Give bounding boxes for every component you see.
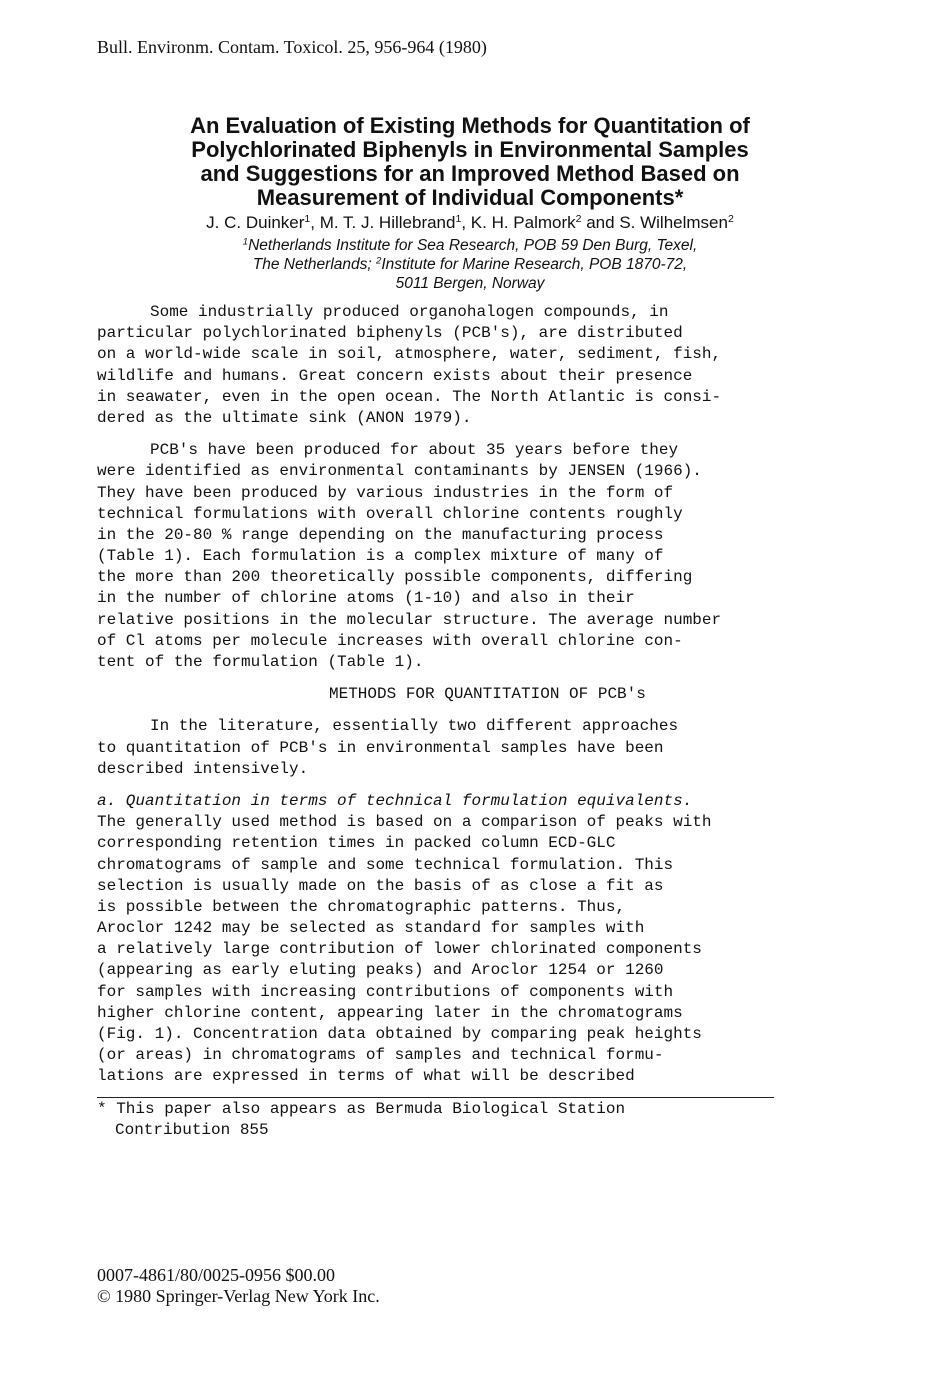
affiliation-text: Netherlands Institute for Sea Research, POB 59 Den Burg, Texel, xyxy=(248,237,698,254)
affiliation-text: The Netherlands; xyxy=(252,256,376,273)
text-line: (or areas) in chromatograms of samples and technical formu- xyxy=(97,1046,664,1065)
text-line: (Table 1). Each formulation is a complex mixture of many of xyxy=(97,547,664,566)
text-line: In the literature, essentially two different approaches xyxy=(150,717,679,736)
footnote xyxy=(97,1099,625,1141)
author-separator: , xyxy=(461,213,471,232)
author-name: K. H. Palmork xyxy=(470,213,576,232)
text-line: in the number of chlorine atoms (1-10) and also in their xyxy=(97,589,635,608)
copyright-notice: © 1980 Springer-Verlag New York Inc. xyxy=(97,1286,380,1306)
text-line: (Fig. 1). Concentration data obtained by comparing peak heights xyxy=(97,1025,702,1043)
text-line: the more than 200 theoretically possible components, differing xyxy=(97,568,693,587)
affiliation-text: Institute for Marine Research, POB 1870-72, xyxy=(381,256,688,273)
text-line: for samples with increasing contributions of components with xyxy=(97,982,674,1001)
section-heading-text: METHODS FOR QUANTITATION OF PCB's xyxy=(329,685,646,704)
journal-reference: Bull. Environm. Contam. Toxicol. 25, 956-964 (1980) xyxy=(97,37,487,57)
paragraph-intro xyxy=(97,302,797,429)
author-name: J. C. Duinker xyxy=(206,213,305,232)
text-line: Aroclor 1242 may be selected as standard for samples with xyxy=(97,919,645,938)
text-line: tent of the formulation (Table 1). xyxy=(97,653,424,671)
affiliations xyxy=(80,236,860,293)
text-line: described intensively. xyxy=(97,759,309,778)
author-affiliation-marker: 2 xyxy=(727,213,734,226)
text-line: selection is usually made on the basis of as close a fit as xyxy=(97,876,664,895)
author-name: S. Wilhelmsen xyxy=(619,213,728,232)
author-separator: and xyxy=(581,213,620,232)
affiliation-line xyxy=(80,236,860,255)
title-line: An Evaluation of Existing Methods for Quantitation of xyxy=(190,113,750,138)
text-line: a relatively large contribution of lower chlorinated components xyxy=(97,940,702,959)
text-line: is possible between the chromatographic patterns. Thus, xyxy=(97,897,626,916)
article-body xyxy=(97,302,797,1099)
affiliation-line: 5011 Bergen, Norway xyxy=(395,275,545,292)
paragraph-approaches xyxy=(97,716,797,780)
title-line: Polychlorinated Biphenyls in Environmental Samples xyxy=(191,137,749,162)
text-line: The generally used method is based on a comparison of peaks with xyxy=(97,813,712,832)
text-line: were identified as environmental contaminants by JENSEN (1966). xyxy=(97,462,702,481)
author-affiliation-marker: 1 xyxy=(455,213,462,226)
footnote-divider xyxy=(97,1097,774,1098)
text-line: on a world-wide scale in soil, atmosphere, water, sediment, fish, xyxy=(97,345,722,364)
paper-title xyxy=(80,114,860,210)
section-heading xyxy=(97,684,797,705)
text-line: higher chlorine content, appearing later in the chromatograms xyxy=(97,1003,683,1022)
text-line: chromatograms of sample and some technical formulation. This xyxy=(97,855,674,874)
author-list xyxy=(80,213,860,233)
author-affiliation-marker: 2 xyxy=(575,213,582,226)
text-line: They have been produced by various industries in the form of xyxy=(97,483,674,502)
text-line: particular polychlorinated biphenyls (PCB's), are distributed xyxy=(97,324,683,343)
affiliation-marker: 2 xyxy=(376,255,382,267)
affiliation-marker: 1 xyxy=(242,236,249,248)
publication-info xyxy=(97,1265,380,1307)
subsection-heading: a. Quantitation in terms of technical formulation equivalents. xyxy=(97,791,693,810)
footnote-line: Contribution 855 xyxy=(115,1121,269,1139)
affiliation-line xyxy=(80,255,860,274)
text-line: in seawater, even in the open ocean. The North Atlantic is consi- xyxy=(97,387,722,406)
text-line: lations are expressed in terms of what will be described xyxy=(97,1067,635,1086)
author-affiliation-marker: 1 xyxy=(304,213,311,226)
text-line: dered as the ultimate sink (ANON 1979). xyxy=(97,408,472,427)
text-line: in the 20-80 % range depending on the manufacturing process xyxy=(97,525,664,544)
text-line: Some industrially produced organohalogen compounds, in xyxy=(150,303,669,321)
title-line: and Suggestions for an Improved Method Based on xyxy=(200,161,740,186)
text-line: PCB's have been produced for about 35 years before they xyxy=(150,441,679,460)
footnote-line: * This paper also appears as Bermuda Biological Station xyxy=(97,1100,626,1118)
paragraph-method-a xyxy=(97,791,797,1088)
text-line: of Cl atoms per molecule increases with overall chlorine con- xyxy=(97,631,683,650)
text-line: to quantitation of PCB's in environmental samples have been xyxy=(97,738,664,757)
title-line: Measurement of Individual Components* xyxy=(256,185,684,210)
text-line: technical formulations with overall chlorine contents roughly xyxy=(97,504,683,523)
issn-code: 0007-4861/80/0025-0956 $00.00 xyxy=(97,1265,335,1285)
text-line: wildlife and humans. Great concern exists about their presence xyxy=(97,366,693,385)
author-name: M. T. J. Hillebrand xyxy=(319,213,456,232)
paragraph-pcb-history xyxy=(97,440,797,673)
author-separator: , xyxy=(310,213,320,232)
text-line: relative positions in the molecular structure. The average number xyxy=(97,610,722,629)
text-line: (appearing as early eluting peaks) and Aroclor 1254 or 1260 xyxy=(97,961,664,980)
text-line: corresponding retention times in packed column ECD-GLC xyxy=(97,834,616,853)
